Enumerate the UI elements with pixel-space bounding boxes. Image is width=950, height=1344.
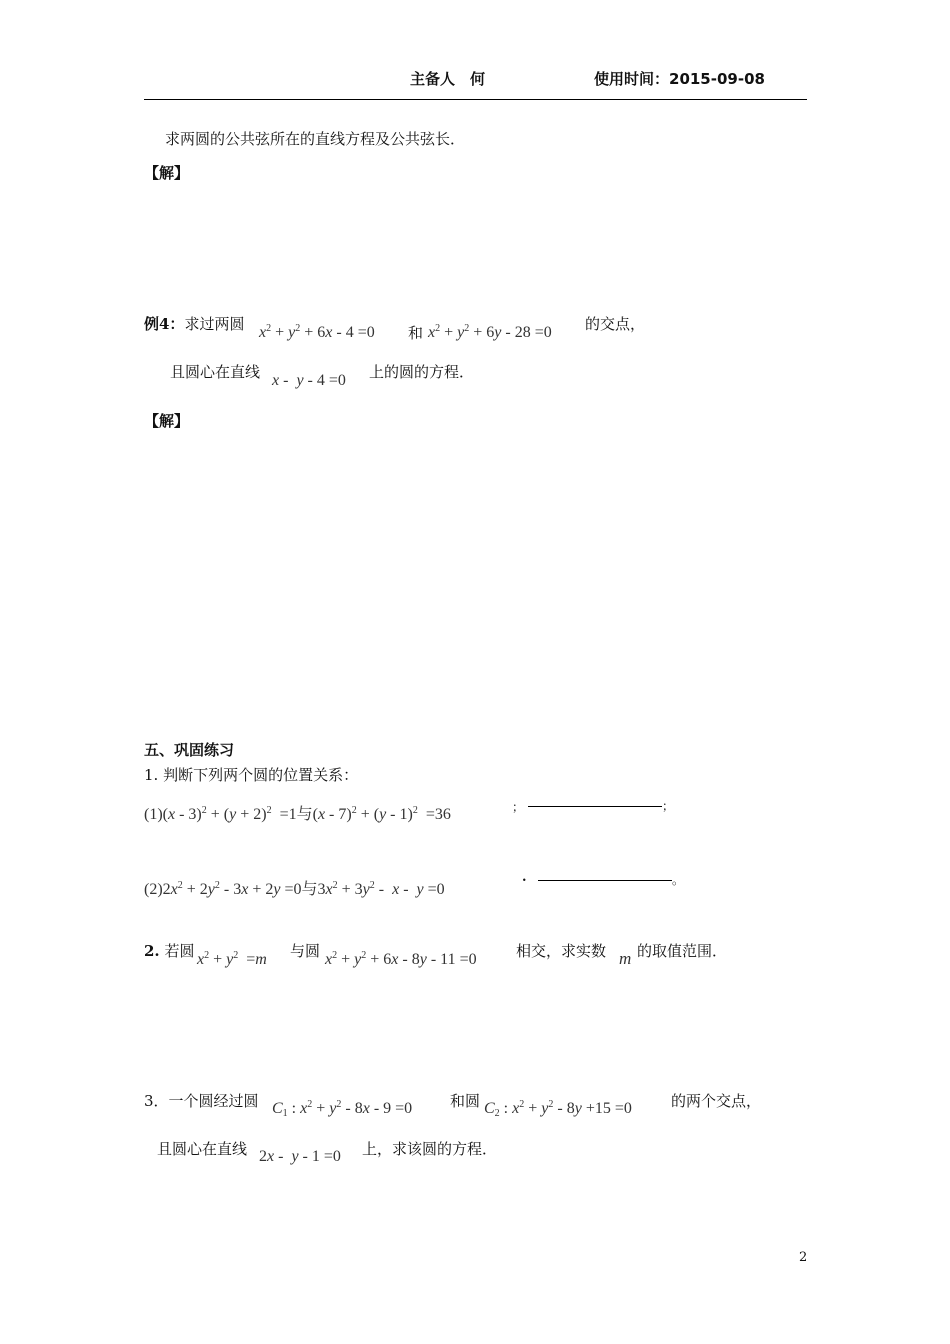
q1-part2-eq: $(2)2x^2 + 2y^2 - 3x + 2y =0$与$3x^2 + 3y^2 - x - y =0$ (144, 880, 445, 898)
q1-text: 1. 判断下列两个圆的位置关系： (144, 766, 359, 784)
q1-part1-end: ； (512, 800, 525, 814)
q3-tail: 的两个交点， (671, 1092, 762, 1110)
q3-mid: 和圆 (450, 1092, 481, 1110)
q1-part2-end: 。 (672, 873, 685, 887)
q2-tail1: 相交，求实数 (516, 942, 607, 960)
example4-and: 和 (408, 324, 424, 342)
q2-var (619, 949, 631, 969)
q2-eq2: $x^2 + y^2 + 6x - 8y - 11 =0$ (325, 950, 477, 968)
example4-eq2: $x^2 + y^2 + 6y - 28 =0$ (428, 323, 552, 341)
example4-lead: 求过两圆 (184, 315, 245, 333)
q3-lead-group (144, 1090, 259, 1111)
q2-label: 2. (144, 942, 160, 960)
q3-lead: 一个圆经过圆 (168, 1092, 259, 1110)
q3-eq2: $C_2$ : $x^2 + y^2 - 8y +15 =0$ (484, 1099, 632, 1119)
example4-solution-label: 【解】 (144, 412, 190, 430)
example4-eq3: x - y - 4 =0 (272, 372, 346, 389)
q3-line2-lead: 且圆心在直线 (157, 1140, 248, 1158)
q2-lead: 若圆 (164, 942, 195, 960)
example4-line2-lead: 且圆心在直线 (170, 363, 261, 381)
header-preparer: 主备人 何 (410, 70, 486, 88)
q3-label: 3． (144, 1092, 169, 1110)
example4-tail: 的交点， (585, 315, 646, 333)
example4-label: 例4： (144, 315, 185, 333)
q3-eq3: 2x - y - 1 =0 (259, 1148, 341, 1165)
intro-text: 求两圆的公共弦所在的直线方程及公共弦长． (165, 130, 466, 148)
q1-part1-eq: $(1)(x - 3)^2 + (y + 2)^2 =1$与(x - 7)$^2$ + (y - 1)$^2$ =36 (144, 805, 451, 823)
q1-part1-blank-end: ； (662, 799, 675, 813)
example4-line1 (144, 313, 244, 334)
q2-var-m: m (619, 949, 632, 968)
example4-eq1: $x^2 + y^2 + 6x - 4 =0$ (259, 323, 375, 341)
header-rule (144, 99, 807, 100)
q2-mid: 与圆 (290, 942, 321, 960)
q2-tail2: 的取值范围． (637, 942, 728, 960)
q1-part1-blank (528, 806, 662, 807)
q2-eq1: $x^2 + y^2 =m$ (197, 950, 267, 968)
example4-line2-tail: 上的圆的方程． (369, 363, 475, 381)
q3-eq1: $C_1$ : $x^2 + y^2 - 8x - 9 =0$ (272, 1099, 413, 1119)
section5-title: 五、巩固练习 (144, 741, 235, 759)
q1-part2-dot: . (522, 870, 527, 885)
q2-lead-group (144, 940, 194, 961)
intro-solution-label: 【解】 (144, 164, 190, 182)
header-date: 使用时间：2015-09-08 (594, 70, 765, 88)
q3-line2-tail: 上，求该圆的方程． (362, 1140, 498, 1158)
q1-part2-blank (538, 880, 672, 881)
page-number: 2 (799, 1250, 808, 1265)
